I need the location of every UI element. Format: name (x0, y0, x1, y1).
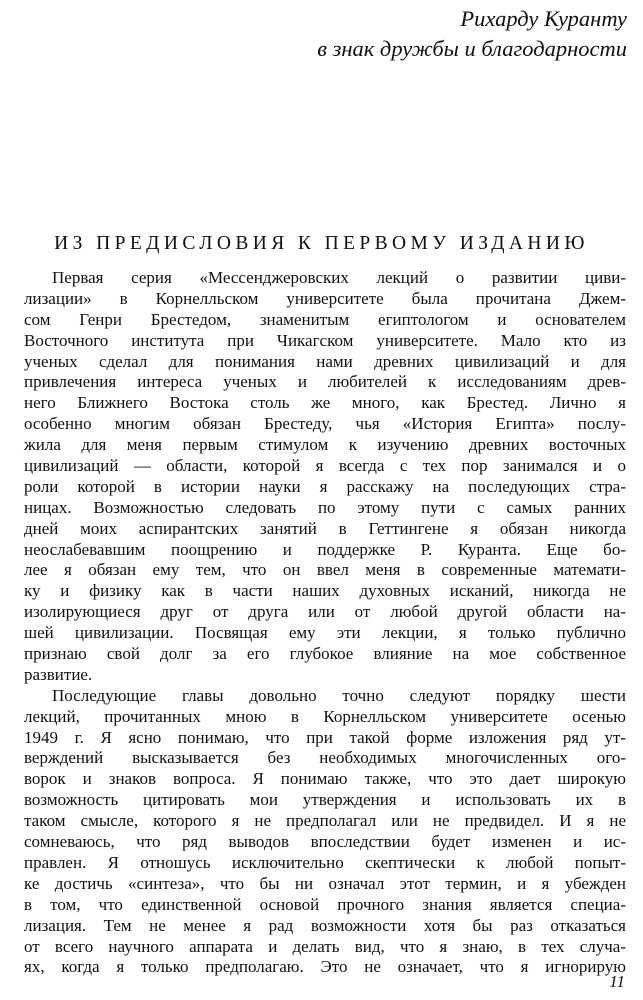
text-line: правлен. Я отношусь исключительно скептически к любой попыт- (24, 852, 626, 872)
text-line: роли которой в истории науки я расскажу на последующих стра- (24, 476, 626, 496)
text-line: лекций, прочитанных мною в Корнелльском университете осенью (24, 706, 626, 726)
text-line: сомневаюсь, что ряд выводов впоследствии будет изменен и ис- (24, 832, 626, 852)
text-line: ученых сделал для понимания нами древних цивилизаций и для (24, 351, 626, 371)
text-line: возможность цитировать мои утверждения и использовать их в (24, 790, 626, 810)
text-line: развитие. (24, 664, 93, 684)
text-line: привлечения интереса ученых и любителей к исследованиям древ- (24, 372, 626, 392)
text-line: цивилизаций — области, которой я всегда с тех пор занимался и о (24, 456, 626, 476)
text-line: Первая серия «Мессенджеровских лекций о развитии циви- (52, 268, 626, 287)
text-line: сом Генри Брестедом, знаменитым египтологом и основателем (24, 309, 626, 329)
text-line: жила для меня первым стимулом к изучению древних восточных (24, 435, 626, 455)
text-line: от всего научного аппарата и делать вид, что я знаю, в тех случа- (24, 936, 626, 956)
text-line: признаю свой долг за его глубокое влияние на мое собственное (24, 644, 626, 664)
text-line: 1949 г. Я ясно понимаю, что при такой форме изложения ряд ут- (24, 727, 626, 747)
dedication-line-1: Рихарду Куранту (460, 6, 627, 31)
text-line: неослабевавшим поощрению и поддержке Р. Куранта. Еще бо- (24, 539, 626, 559)
text-line: ях, когда я только предполагаю. Это не означает, что я игнорирую (24, 957, 626, 977)
text-line: в том, что единственной основой прочного знания является специа- (24, 894, 626, 914)
text-line: ницах. Возможностью следовать по этому пути с самых ранних (24, 497, 626, 517)
text-line: лизация. Тем не менее я рад возможности хотя бы раз отказаться (24, 915, 626, 935)
text-line: ку и физику как в части наших духовных исканий, никогда не (24, 581, 626, 601)
text-line: лизации» в Корнелльском университете была прочитана Джем- (24, 288, 626, 308)
page-number: 11 (609, 972, 625, 991)
text-line: изолирующиеся друг от друга или от любой другой области на- (24, 602, 626, 622)
text-line: Последующие главы довольно точно следуют порядку шести (52, 685, 626, 705)
section-title: ИЗ ПРЕДИСЛОВИЯ К ПЕРВОМУ ИЗДАНИЮ (54, 233, 589, 254)
text-line: особенно многим обязан Брестеду, чья «История Египта» послу- (24, 414, 626, 434)
text-line: шей цивилизации. Посвящая ему эти лекции, я только публично (24, 623, 626, 643)
text-line: лее я обязан ему тем, что он ввел меня в современные математи- (24, 560, 626, 580)
text-line: дней моих аспирантских занятий в Геттингене я обязан никогда (24, 518, 626, 538)
body-text (24, 268, 626, 978)
dedication-line-2: в знак дружбы и благодарности (317, 36, 627, 61)
text-line: верждений высказывается без необходимых многочисленных ого- (24, 748, 626, 768)
dedication (317, 4, 627, 64)
text-line: ке достичь «синтеза», что бы ни означал этот термин, и я убежден (24, 873, 626, 893)
text-line: него Ближнего Востока столь же много, как Брестед. Лично я (24, 393, 626, 413)
text-line: Восточного института при Чикагском университете. Мало кто из (24, 330, 626, 350)
text-line: таком смысле, которого я не предполагал или не предвидел. И я не (24, 811, 626, 831)
text-line: ворок и знаков вопроса. Я понимаю также, что это дает широкую (24, 769, 626, 789)
